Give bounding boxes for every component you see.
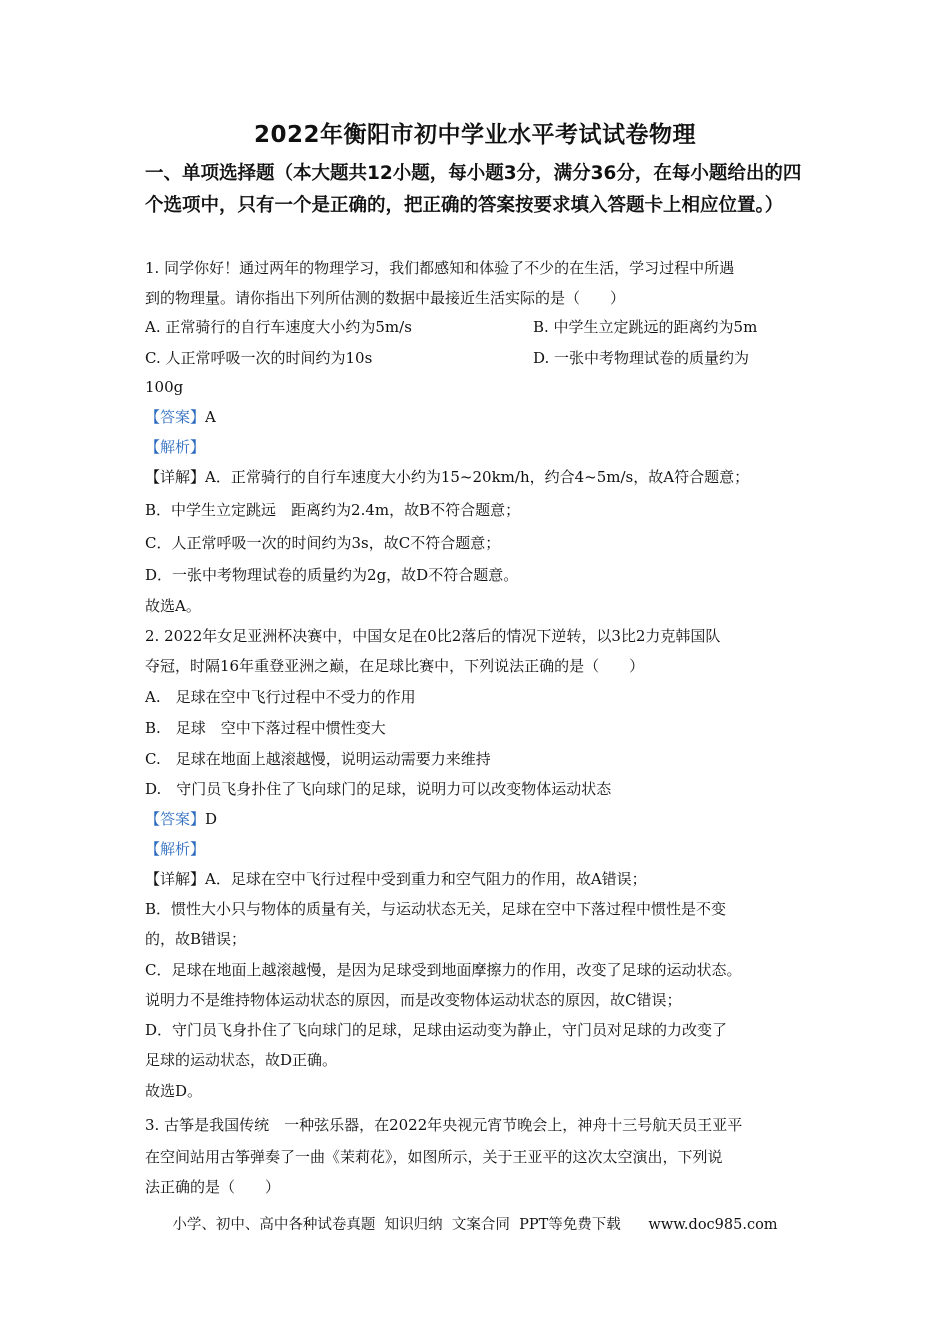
q1-option-d-continued: 100g [145, 378, 184, 396]
detail-text: A．足球在空中飞行过程中受到重力和空气阻力的作用，故A错误； [205, 870, 647, 888]
q2-detail-a [145, 869, 647, 889]
q2-detail-c-line-2: 说明力不是维持物体运动状态的原因，而是改变物体运动状态的原因，故C错误； [145, 991, 682, 1009]
q1-option-a: A. 正常骑行的自行车速度大小约为5m/s [145, 318, 412, 336]
q3-stem-line-3: 法正确的是（ ） [145, 1178, 281, 1196]
q1-detail-a [145, 467, 749, 487]
q1-answer [145, 407, 216, 427]
section-heading: 一、单项选择题（本大题共12小题，每小题3分，满分36分，在每小题给出的四个选项中，只有一个是正确的，把正确的答案按要求填入答题卡上相应位置。） [145, 163, 802, 216]
q3-stem-line-1: 3. 古筝是我国传统 一种弦乐器，在2022年央视元宵节晚会上，神舟十三号航天员王亚平 [145, 1116, 743, 1134]
answer-tag: 【答案】 [145, 810, 206, 828]
q2-option-c: C. 足球在地面上越滚越慢，说明运动需要力来维持 [145, 750, 491, 768]
q1-option-c: C. 人正常呼吸一次的时间约为10s [145, 349, 373, 367]
q2-conclusion: 故选D。 [145, 1082, 203, 1100]
answer-tag: 【答案】 [145, 408, 206, 426]
q2-detail-d-line-1: D．守门员飞身扑住了飞向球门的足球，足球由运动变为静止，守门员对足球的力改变了 [145, 1021, 728, 1039]
q1-stem-line-2: 到的物理量。请你指出下列所估测的数据中最接近生活实际的是（ ） [145, 289, 626, 307]
q2-stem-line-2: 夺冠，时隔16年重登亚洲之巅，在足球比赛中，下列说法正确的是（ ） [145, 657, 645, 675]
q1-detail-d: D．一张中考物理试卷的质量约为2g，故D不符合题意。 [145, 566, 519, 584]
q2-option-a: A. 足球在空中飞行过程中不受力的作用 [145, 688, 416, 706]
q2-option-b: B. 足球 空中下落过程中惯性变大 [145, 719, 386, 737]
q2-analysis-tag: 【解析】 [145, 840, 206, 858]
q2-detail-d-line-2: 足球的运动状态，故D正确。 [145, 1051, 338, 1069]
answer-value: D [205, 810, 218, 828]
answer-value: A [205, 408, 216, 426]
q2-stem-line-1: 2. 2022年女足亚洲杯决赛中，中国女足在0比2落后的情况下逆转，以3比2力克韩国队 [145, 627, 721, 645]
detail-text: A．正常骑行的自行车速度大小约为15~20km/h，约合4~5m/s，故A符合题意； [205, 468, 750, 486]
detail-tag: 【详解】 [145, 468, 206, 486]
q2-option-d: D. 守门员飞身扑住了飞向球门的足球，说明力可以改变物体运动状态 [145, 780, 612, 798]
q2-detail-c-line-1: C．足球在地面上越滚越慢，是因为足球受到地面摩擦力的作用，改变了足球的运动状态。 [145, 961, 742, 979]
q1-stem-line-1: 1. 同学你好！通过两年的物理学习，我们都感知和体验了不少的在生活，学习过程中所遇 [145, 259, 735, 277]
q2-detail-b-line-2: 的，故B错误； [145, 930, 247, 948]
q1-option-d: D. 一张中考物理试卷的质量约为 [533, 349, 750, 367]
q1-analysis-tag: 【解析】 [145, 438, 206, 456]
q3-stem-line-2: 在空间站用古筝弹奏了一曲《茉莉花》，如图所示，关于王亚平的这次太空演出，下列说 [145, 1148, 723, 1166]
page-footer: 小学、初中、高中各种试卷真题 知识归纳 文案合同 PPT等免费下载 www.doc985.com [172, 1217, 778, 1233]
detail-tag: 【详解】 [145, 870, 206, 888]
q1-option-b: B. 中学生立定跳远的距离约为5m [533, 318, 758, 336]
q1-detail-b: B．中学生立定跳远 距离约为2.4m，故B不符合题意； [145, 501, 521, 519]
q1-conclusion: 故选A。 [145, 597, 201, 615]
q2-answer [145, 809, 217, 829]
page-title: 2022年衡阳市初中学业水平考试试卷物理 [253, 122, 696, 148]
q2-detail-b-line-1: B．惯性大小只与物体的质量有关，与运动状态无关，足球在空中下落过程中惯性是不变 [145, 900, 727, 918]
q1-detail-c: C．人正常呼吸一次的时间约为3s，故C不符合题意； [145, 534, 501, 552]
